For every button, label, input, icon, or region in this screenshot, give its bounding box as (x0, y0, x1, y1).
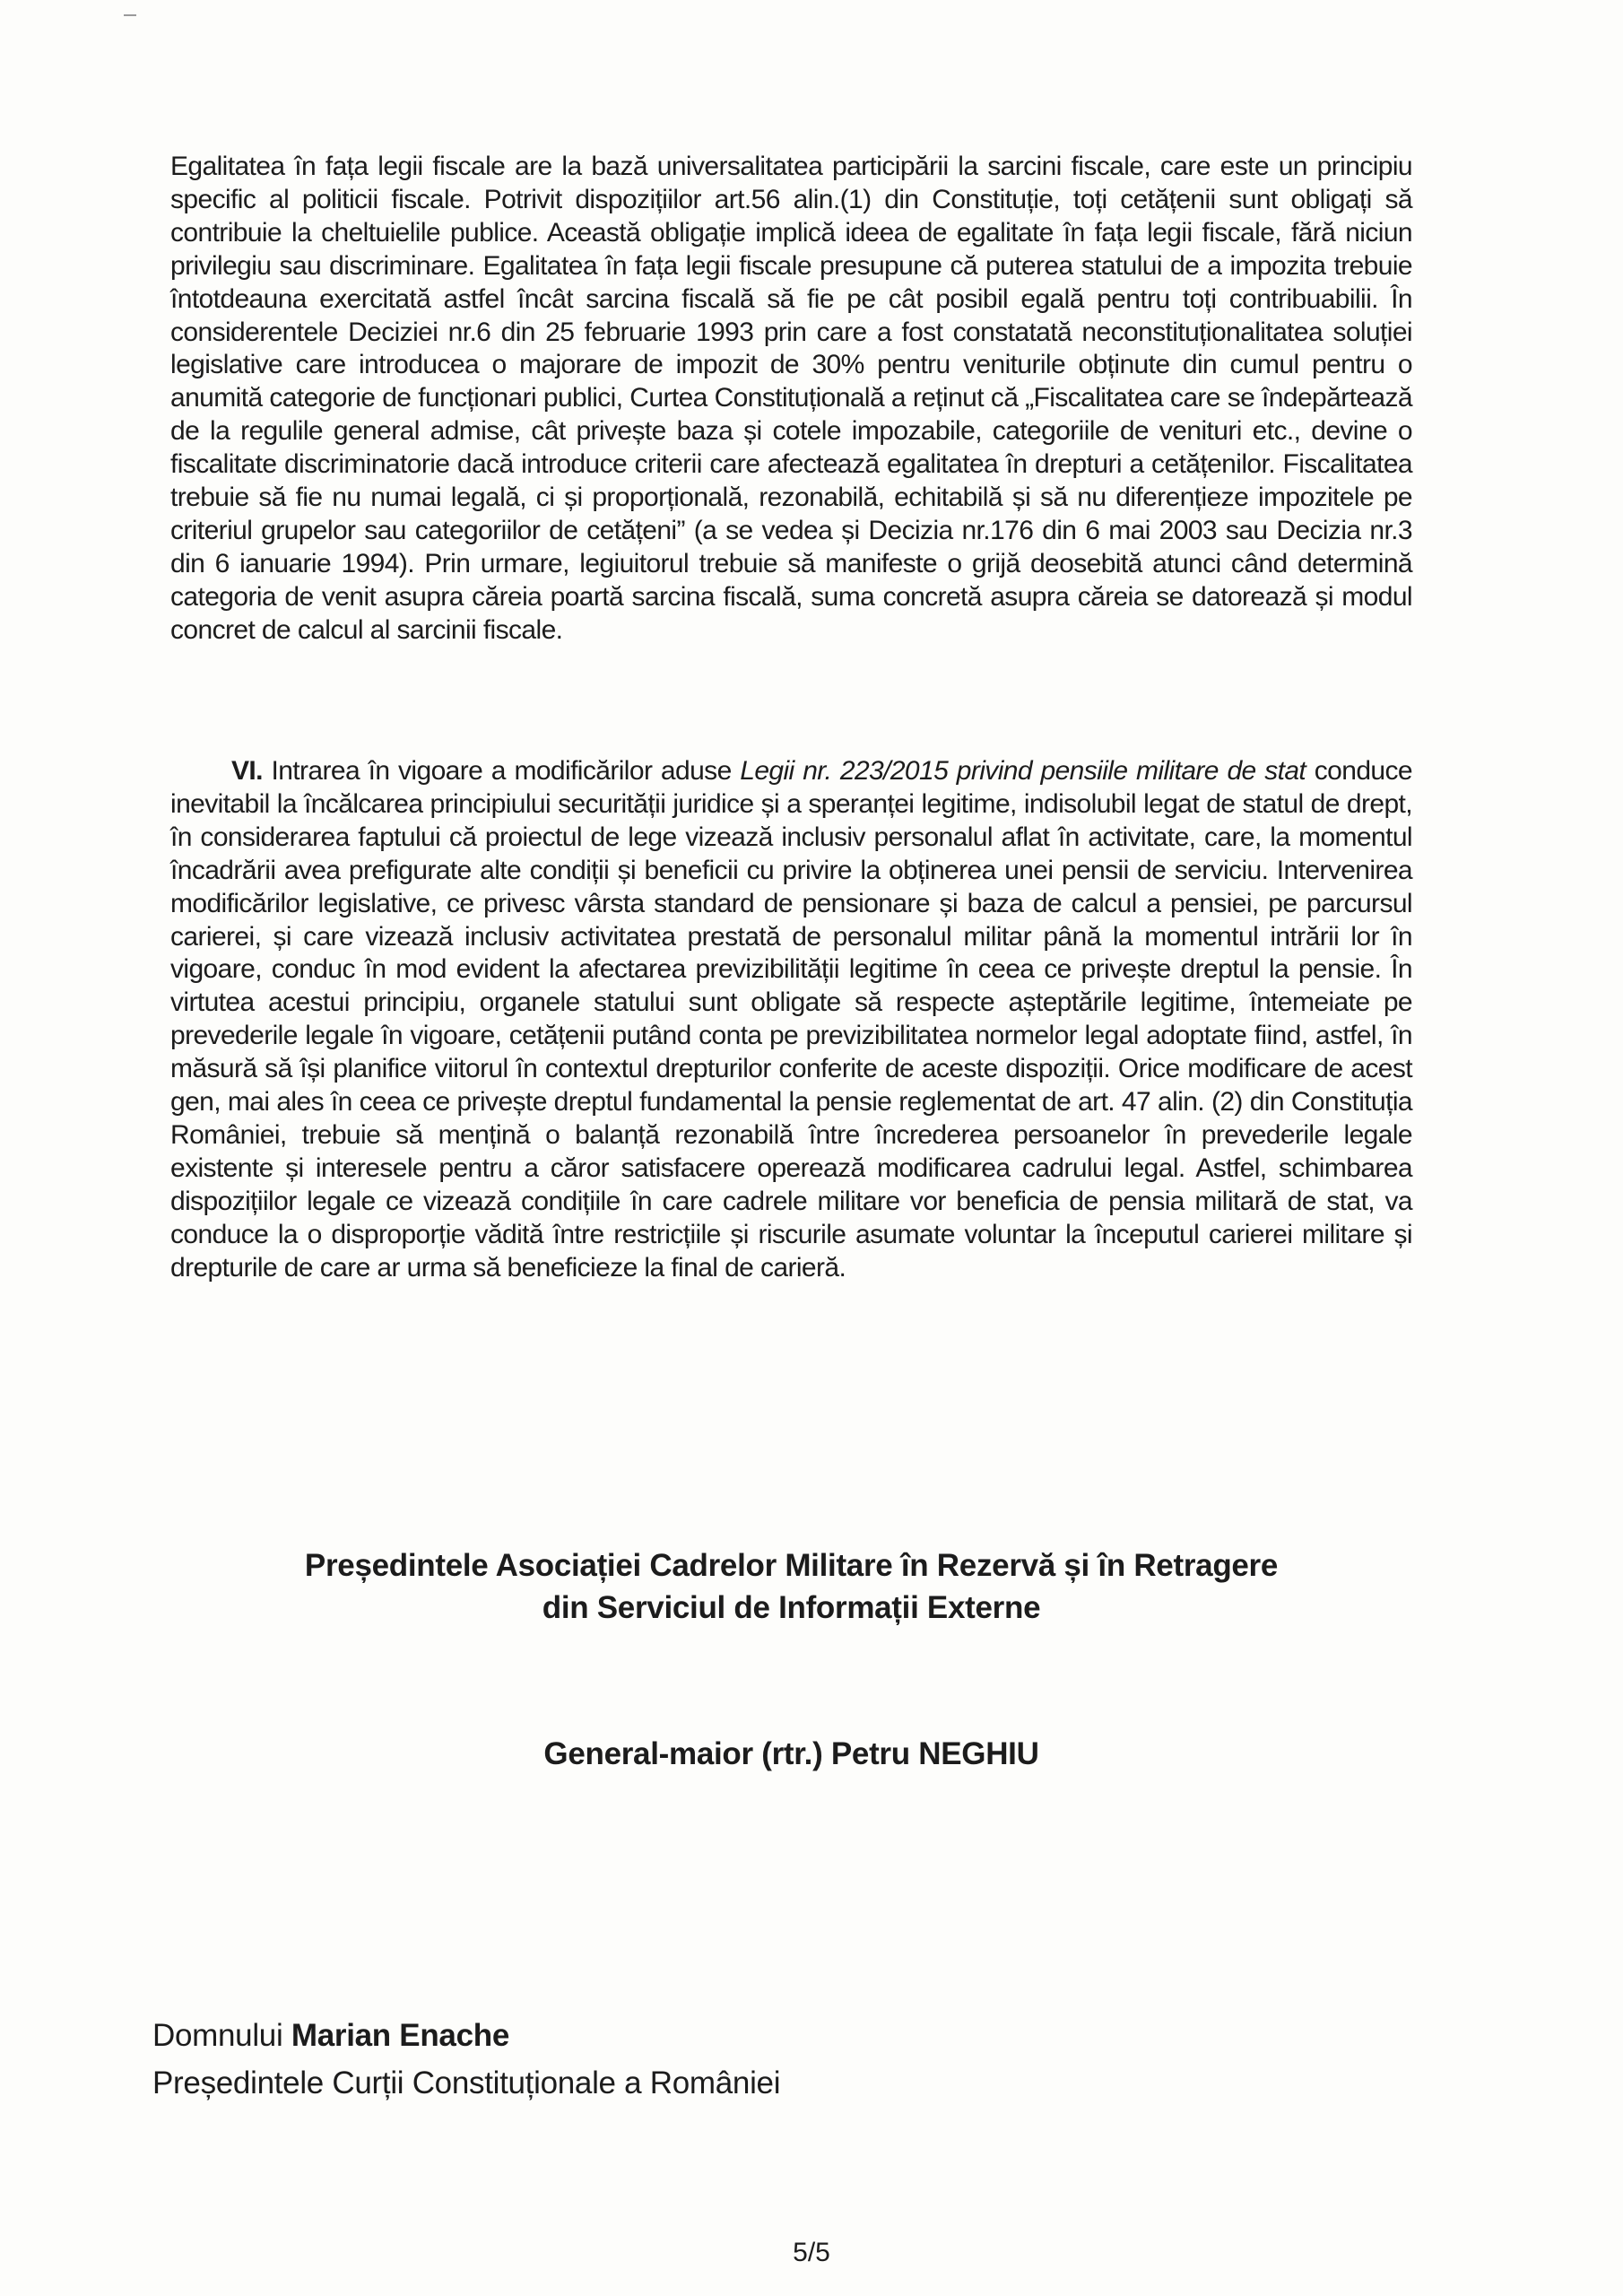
addressee-line (152, 2012, 780, 2059)
addressee-block (152, 2012, 780, 2107)
addressee-salutation: Domnului (152, 2018, 291, 2053)
page-corner-mark (124, 14, 136, 16)
signature-title-line1: Președintele Asociației Cadrelor Militare în Rezervă și în Retragere (304, 1548, 1279, 1583)
signature-title (170, 1544, 1412, 1629)
law-reference: Legii nr. 223/2015 privind pensiile militare de stat (740, 756, 1306, 786)
addressee-name: Marian Enache (291, 2018, 510, 2053)
section-body-text: conduce inevitabil la încălcarea principiului securității juridice și a speranței legitime, indisolubil legat de statul de drept, în considerarea faptului că proiectul de lege vizează inclusiv personalul aflat în activitate, care, la momentul încadrării avea prefigurate alte condiții și beneficii cu privire la obținerea unei pensii de serviciu. Intervenirea modificărilor legislative, ce privesc vârsta standard de pensionare și baza de calcul a pensiei, pe parcursul carierei, și care vizează inclusiv activitatea prestată de personalul militar până la momentul intrării lor în vigoare, conduc în mod evident la afectarea previzibilității legitime în ceea ce privește dreptul la pensie. În virtutea acestui principiu, organele statului sunt obligate să respecte așteptările legitime, întemeiate pe prevederile legale în vigoare, cetățenii putând conta pe previzibilitatea normelor legal adoptate fiind, astfel, în măsură să își planifice viitorul în contextul drepturilor conferite de aceste dispoziții. Orice modificare de acest gen, mai ales în ceea ce privește dreptul fundamental la pensie reglementat de art. 47 alin. (2) din Constituția României, trebuie să mențină o balanță rezonabilă între încrederea persoanelor în prevederile legale existente și interesele pentru a căror satisfacere operează modificarea cadrului legal. Astfel, schimbarea dispozițiilor legale ce vizează condițiile în care cadrele militare vor beneficia de pensia militară de stat, va conduce la o disproporție vădită între restricțiile și riscurile asumate voluntar la începutul carierei militare și drepturile de care ar urma să beneficieze la final de carieră. (170, 756, 1412, 1283)
signature-title-line2: din Serviciul de Informații Externe (542, 1590, 1041, 1625)
paragraph-section-vi (170, 755, 1412, 1285)
page-number: 5/5 (793, 2238, 830, 2267)
section-lead-text: Intrarea în vigoare a modificărilor aduse (262, 756, 741, 786)
paragraph-fiscal-equality: Egalitatea în fața legii fiscale are la bază universalitatea participării la sarcini fiscale, care este un principiu specific al politicii fiscale. Potrivit dispozițiilor art.56 alin.(1) din Constituție, toți cetățenii sunt obligați să contribuie la cheltuielile publice. Această obligație implică ideea de egalitate în fața legii fiscale, fără niciun privilegiu sau discriminare. Egalitatea în fața legii fiscale presupune că puterea statului de a impozita trebuie întotdeauna exercitată astfel încât sarcina fiscală să fie pe cât posibil egală pentru toți contribuabilii. În considerentele Deciziei nr.6 din 25 februarie 1993 prin care a fost constatată neconstituționalitatea soluției legislative care introducea o majorare de impozit de 30% pentru veniturile obținute din cumul pentru o anumită categorie de funcționari publici, Curtea Constituțională a reținut că „Fiscalitatea care se îndepărtează de la regulile general admise, cât privește baza și cotele impozabile, categoriile de venituri etc., devine o fiscalitate discriminatorie dacă introduce criterii care afectează egalitatea în drepturi a cetățenilor. Fiscalitatea trebuie să fie nu numai legală, ci și proporțională, rezonabilă, echitabilă și să nu diferențieze impozitele pe criteriul grupelor sau categoriilor de cetățeni” (a se vedea și Decizia nr.176 din 6 mai 2003 sau Decizia nr.3 din 6 ianuarie 1994). Prin urmare, legiuitorul trebuie să manifeste o grijă deosebită atunci când determină categoria de venit asupra căreia poartă sarcina fiscală, suma concretă asupra căreia se datorează și modul concret de calcul al sarcinii fiscale. (170, 152, 1412, 645)
addressee-position: Președintele Curții Constituționale a României (152, 2066, 781, 2100)
section-number: VI. (231, 756, 263, 786)
signatory-name: General-maior (rtr.) Petru NEGHIU (543, 1736, 1039, 1771)
